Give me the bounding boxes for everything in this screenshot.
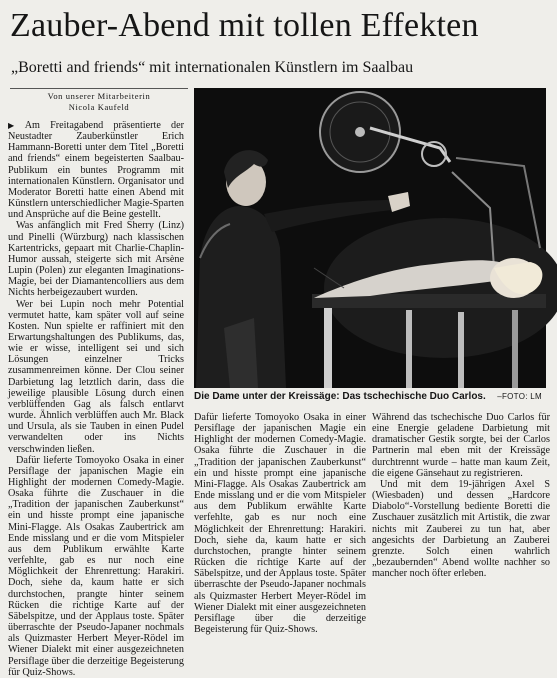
- article-column-1: [8, 120, 184, 678]
- paragraph-arrow-icon: ▶: [8, 121, 22, 130]
- byline-author: Nicola Kaufeld: [68, 102, 130, 112]
- paragraph: Während das tschechische Duo Carlos für eine Energie geladene Darbietung mit dramatischer Gestik sorgte, bei der Carlos Partnerin mal eben mit der Kreissäge durchtrennt wurde – hatte man kaum Zeit, die eigene Gänsehaut zu registrieren.: [372, 412, 550, 479]
- paragraph: Dafür lieferte Tomoyoko Osaka in einer Persiflage der japanischen Magie ein Highlight der modernen Comedy-Magie. Osaka führte die Zuschauer in die „Tradition der japanischen Zauberkunst“ ein und hisste prompt eine japanische Mini-Flagge. Als Osakas Zaubertrick am Ende misslang und er die vom Mitspieler aus dem Publikum erwählte Karte verfehlte, gab es nur noch eine Möglichkeit der Ehrenrettung: Harakiri. Doch, siehe da, kaum hatte er sich durchstochen, prangte hinter seinem Rücken die richtige Karte auf der Säbelspitze, und der Applaus toste. Später überraschte der Pseudo-Japaner nochmals als Quizmaster Herbert Meyer-Rödel im Wiener Dialekt mit einer ausgezeichneten Persiflage über die derzeitige Begeisterung für Quiz-Shows.: [194, 412, 366, 635]
- article-column-3: [372, 412, 550, 598]
- article-photo: [194, 88, 546, 388]
- photo-caption-text: Die Dame unter der Kreissäge: Das tschechische Duo Carlos.: [194, 391, 486, 402]
- paragraph-intro: [8, 120, 184, 220]
- paragraph: Und mit dem 19-jährigen Axel S (Wiesbaden) und dessen „Hardcore Diabolo“-Vorstellung bediente Boretti die Zuschauer zusätzlich mit Artistik, die zwar nichts mit Zauberei zu tun hat, aber angesichts der Darbietung an Zauberei grenzte. Solch einen wahrlich „bezaubernden“ Abend wollte nachher so mancher noch öfter erleben.: [372, 478, 550, 580]
- subheadline: „Boretti and friends“ mit internationalen Künstlern im Saalbau: [11, 59, 414, 76]
- byline-label: Von unserer Mitarbeiterin: [47, 91, 151, 101]
- photo-caption: [194, 390, 546, 404]
- paragraph: Was anfänglich mit Fred Sherry (Linz) und Pinelli (Würzburg) nach klassischen Kartentricks, gepaart mit Charlie-Chaplin-Humor aussah, steigerte sich mit Arsène Lupin (Polen) zur eleganten Imaginations-Magie, bei der Diamantencolliers aus dem Nichts herbeigezaubert wurden.: [8, 220, 184, 299]
- headline: Zauber-Abend mit tollen Effekten: [10, 7, 479, 44]
- byline: [10, 88, 188, 113]
- paragraph: Dafür lieferte Tomoyoko Osaka in einer Persiflage der japanischen Magie ein Highlight der modernen Comedy-Magie. Osaka führte die Zuschauer in die „Tradition der japanischen Zauberkunst“ ein und hisste prompt eine japanische Mini-Flagge. Als Osakas Zaubertrick am Ende misslang und er die vom Mitspieler aus dem Publikum erwählte Karte verfehlte, gab es nur noch eine Möglichkeit der Ehrenrettung: Harakiri. Doch, siehe da, kaum hatte er sich durchstochen, prangte hinter seinem Rücken die richtige Karte auf der Säbelspitze, und der Applaus toste. Später überraschte der Pseudo-Japaner nochmals als Quizmaster Herbert Meyer-Rödel im Wiener Dialekt mit einer ausgezeichneten Persiflage über die derzeitige Begeisterung für Quiz-Shows.: [8, 454, 184, 678]
- paragraph-intro-text: Am Freitagabend präsentierte der Neustadter Zauberkünstler Erich Hammann-Boretti unter dem Titel „Boretti and friends“ einem begeisterten Saalbau-Publikum ein buntes Programm mit internationalen Künstlern. Organisator und Moderator Boretti hatte einen Abend mit Künstlern unterschiedlicher Magie-Sparten und Ansprüche auf die Beine gestellt.: [8, 120, 184, 221]
- photo-credit: –FOTO: LM: [497, 392, 542, 401]
- magician-sawing-woman-photo-icon: [194, 88, 546, 388]
- article-column-2: [194, 412, 366, 635]
- paragraph: Wer bei Lupin noch mehr Potential vermutet hatte, kam später voll auf seine Kosten. Nun spielte er raffiniert mit den Erwartungshaltungen des Publikums, das, wie er wisse, intelligent sei und sich Lösungen einzelner Tricks zusammenreimen könne. Der Clou seiner Darbietung lag letztlich darin, dass die jeweilige plausible Lösung durch einen verblüffenden Gag als falsch entlarvt wurde. Ähnlich verblüffen auch Mr. Black und Ursula, als sie Tauben in einen Pudel verwandelten oder ins Nichts verschwinden ließen.: [8, 298, 184, 455]
